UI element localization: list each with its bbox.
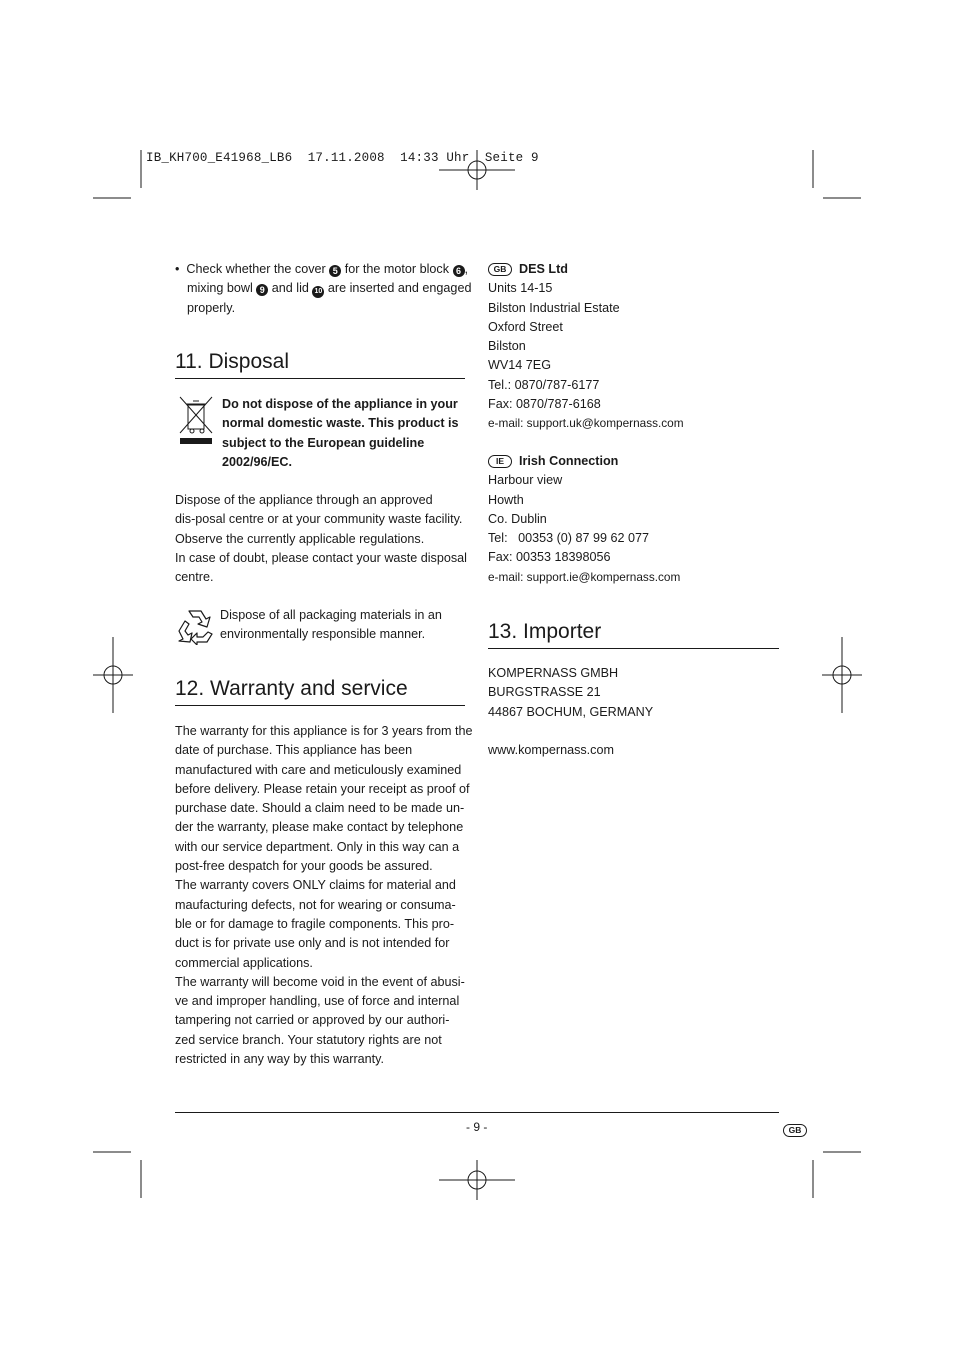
bullet-dot: • xyxy=(175,262,187,276)
check-bullet: • Check whether the cover 5 for the motor block 6 , mixing bowl 9 and lid 10 are inserted and engaged properly. xyxy=(175,262,472,315)
section-heading-importer: 13. Importer xyxy=(488,619,779,649)
warranty-text: The warranty for this appliance is for 3 years from the date of purchase. This appliance has been manufactured with care and meticulously examined before delivery. Please retain your receipt as proof of purchase date. Should a claim need to be made un- der the warranty, please make contact by telephone with our service department. Only in this way can a post-free despatch for your goods be assured. The warranty covers ONLY claims for material and maufacturing defects, not for wearing or consuma- ble or for damage to fragile components. This pro- duct is for private use only and is not intended for commercial applications. The warranty will become void in the event of abusi- ve and improper handling, use of force and internal tampering not carried or approved by our authori- zed service branch. Your statutory rights are not restricted in any way by this warranty. xyxy=(175,724,473,1067)
section-heading-warranty: 12. Warranty and service xyxy=(175,676,465,706)
part-number-badge: 10 xyxy=(312,286,324,298)
part-number-badge: 5 xyxy=(329,265,341,277)
part-number-badge: 9 xyxy=(256,284,268,296)
footer-rule xyxy=(175,1112,779,1113)
section-heading-disposal: 11. Disposal xyxy=(175,349,465,379)
footer-language-badge: GB xyxy=(783,1121,814,1139)
service-company-gb: DES Ltd xyxy=(519,262,568,276)
page-number: - 9 - xyxy=(466,1120,488,1134)
packaging-note: Dispose of all packaging materials in an environmentally responsible manner. xyxy=(220,608,442,642)
recycle-icon xyxy=(175,607,215,650)
country-badge-gb: GB xyxy=(488,263,512,276)
email-gb: e-mail: support.uk@kompernass.com xyxy=(488,416,684,431)
service-address-ie: IE Irish Connection Harbour view Howth Co. Dublin Tel: 00353 (0) 87 99 62 077 Fax: 00353 18398056 e-mail: support.ie@kompernass.com xyxy=(488,452,788,587)
service-address-gb: GB DES Ltd Units 14-15 Bilston Industrial Estate Oxford Street Bilston WV14 7EG Tel.: 0870/787-6177 Fax: 0870/787-6168 e-mail: support.uk@kompernass.com xyxy=(488,260,788,434)
disposal-warning: Do not dispose of the appliance in your normal domestic waste. This product is subject to the European guideline 2002/96/EC. xyxy=(222,397,459,469)
crossed-bin-icon xyxy=(178,395,214,452)
country-badge-ie: IE xyxy=(488,455,512,468)
service-company-ie: Irish Connection xyxy=(519,454,619,468)
part-number-badge: 6 xyxy=(453,265,465,277)
email-ie: e-mail: support.ie@kompernass.com xyxy=(488,569,681,584)
disposal-paragraph: Dispose of the appliance through an approved dis-posal centre or at your community waste facility. Observe the currently applicable regulations. In case of doubt, please contact your waste disposal centre. xyxy=(175,493,467,585)
print-slug: IB_KH700_E41968_LB6 17.11.2008 14:33 Uhr Seite 9 xyxy=(146,151,539,165)
importer-address: KOMPERNASS GMBH BURGSTRASSE 21 44867 BOCHUM, GERMANY xyxy=(488,666,654,719)
website-link[interactable]: www.kompernass.com xyxy=(488,743,614,757)
